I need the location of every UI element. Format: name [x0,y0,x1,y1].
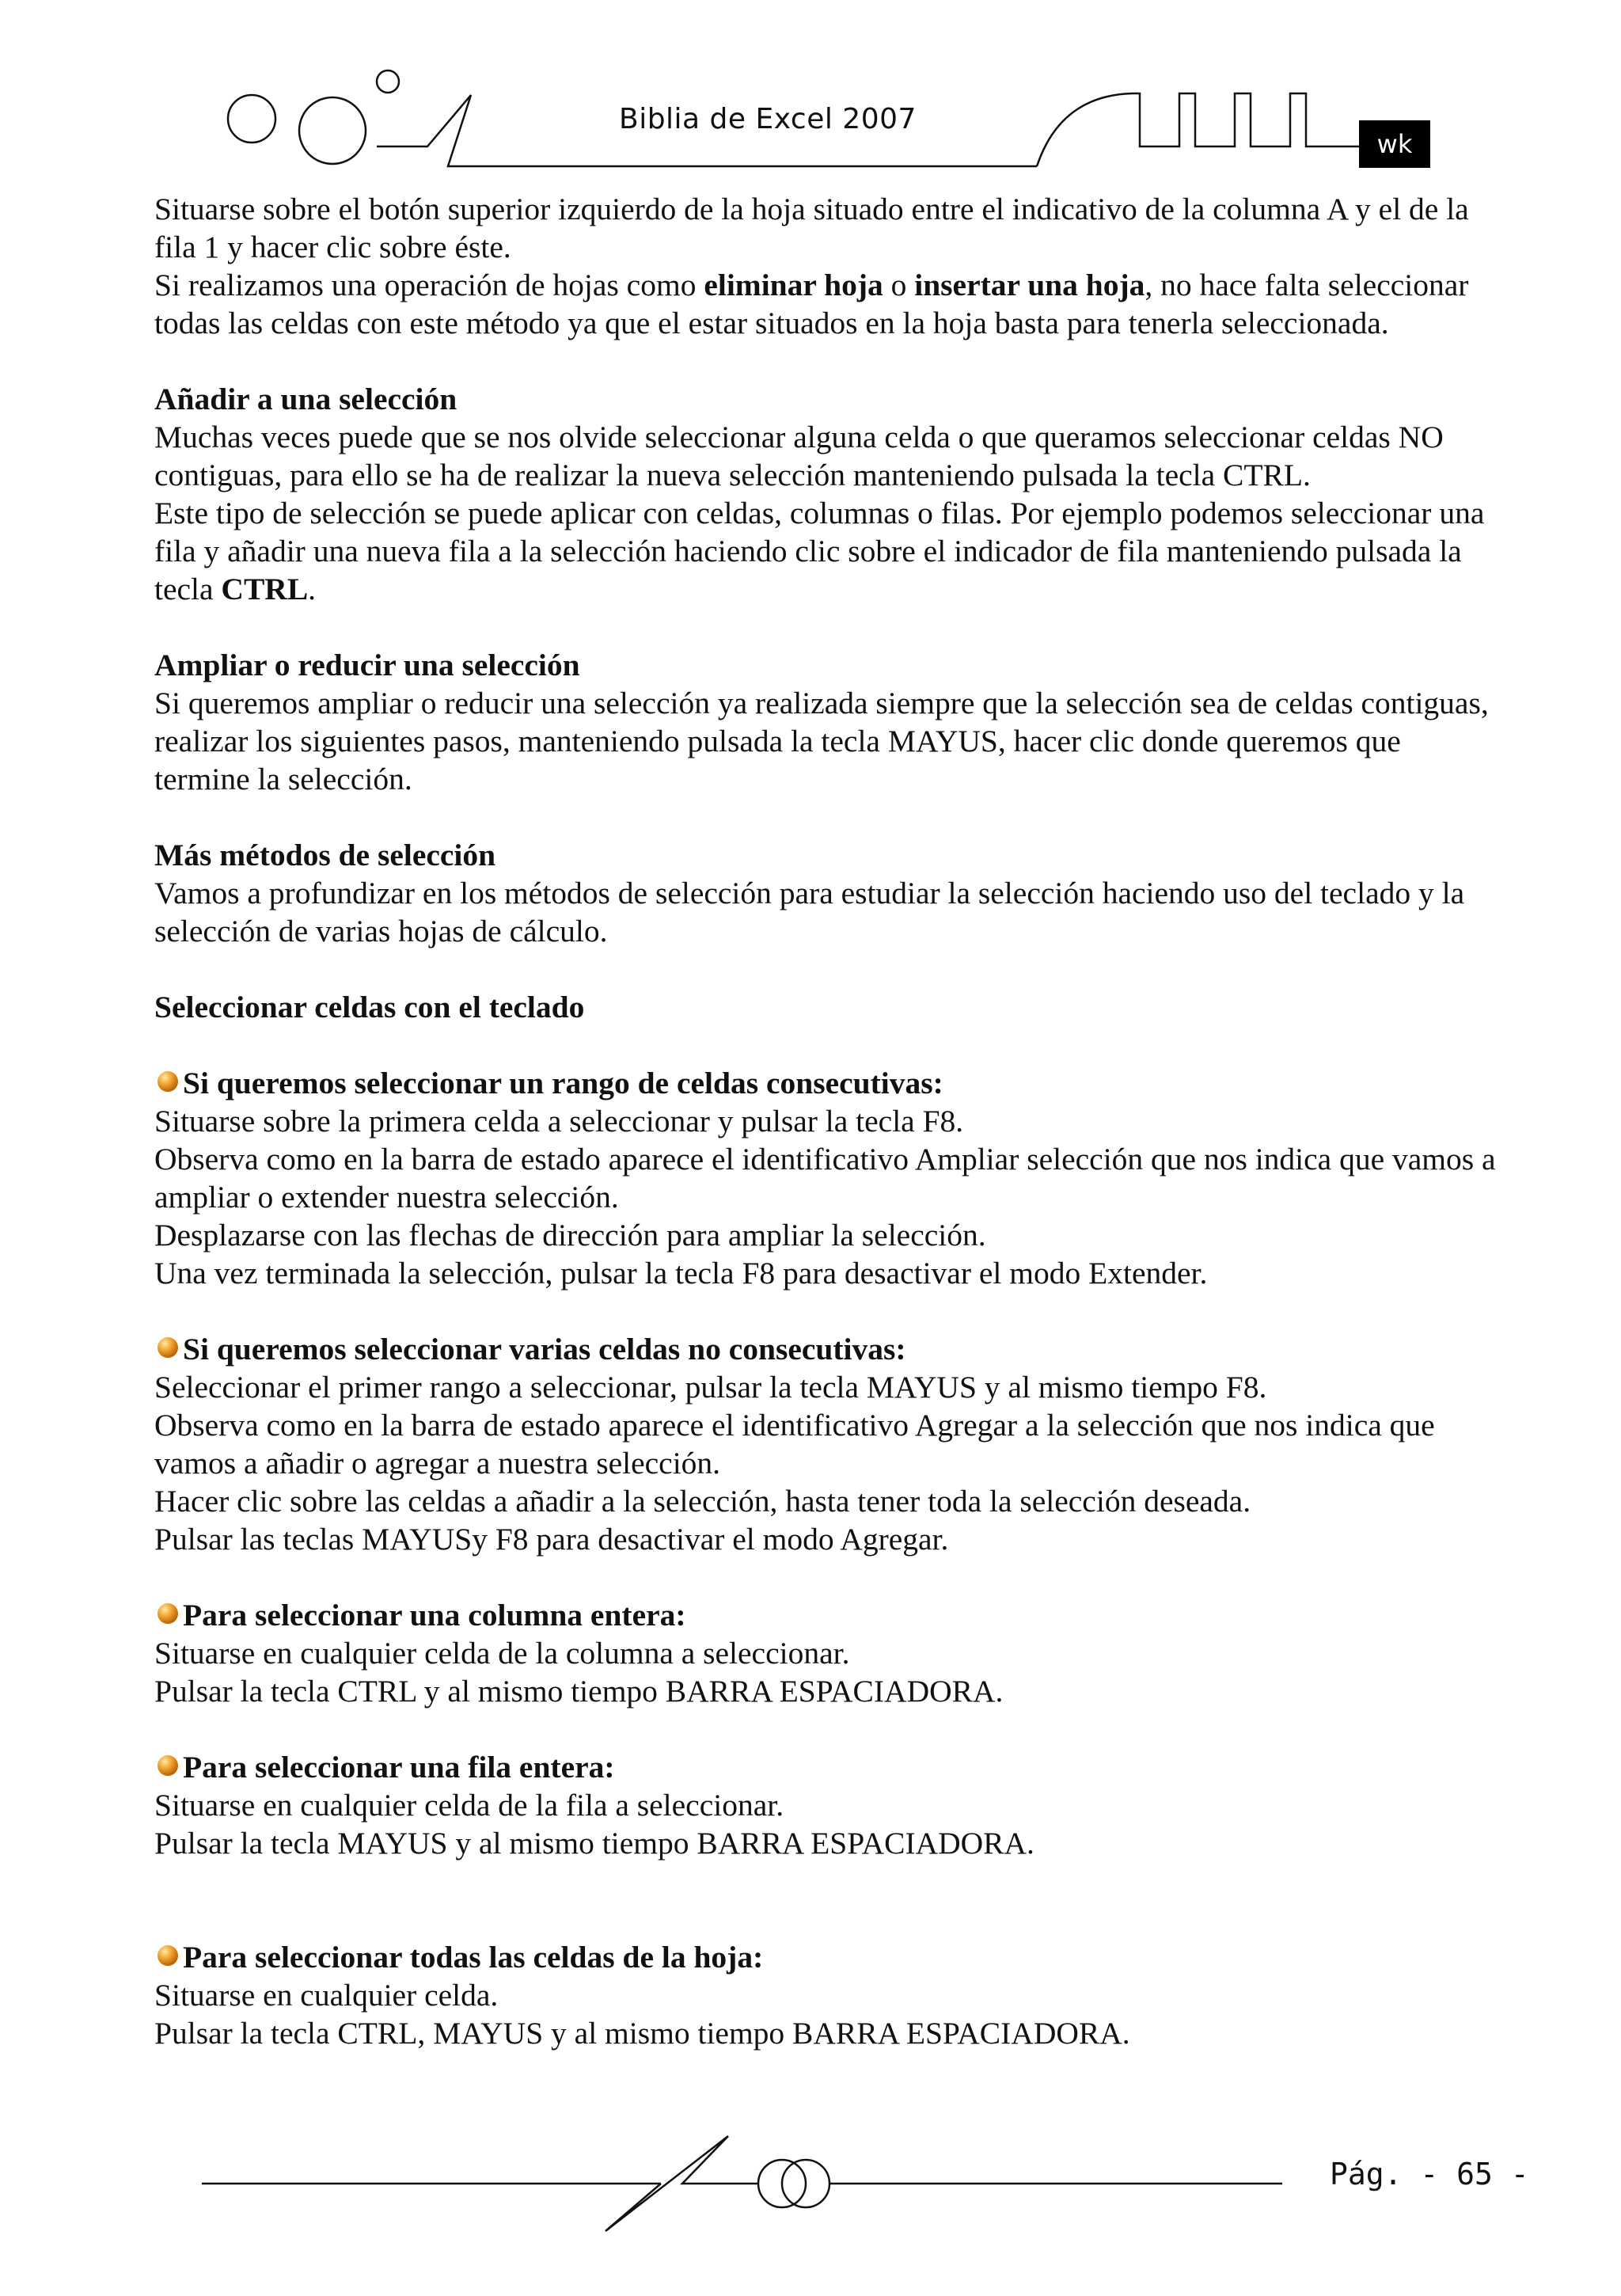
section-heading: Más métodos de selección [154,838,496,872]
page-body [154,190,1500,2052]
bold-term: insertar una hoja [914,268,1145,302]
paragraph: Hacer clic sobre las celdas a añadir a la selección, hasta tener toda la selección deseada. [154,1484,1251,1519]
paragraph: Una vez terminada la selección, pulsar la tecla F8 para desactivar el modo Extender. [154,1256,1208,1291]
header-badge: wk [1359,120,1430,168]
paragraph: Si queremos ampliar o reducir una selección ya realizada siempre que la selección sea de celdas contiguas, realizar los siguientes pasos, manteniendo pulsada la tecla MAYUS, hacer clic donde queremos que termine la selección. [154,686,1489,796]
header-arc-right [1037,93,1132,166]
section-heading: Seleccionar celdas con el teclado [154,990,585,1024]
bullet-heading: Para seleccionar una fila entera: [154,1748,1500,1786]
orange-orb-bullet-icon [158,1755,178,1776]
header-square-wave [1132,93,1359,146]
bullet-heading: Si queremos seleccionar varias celdas no consecutivas: [154,1330,1500,1368]
paragraph: Vamos a profundizar en los métodos de selección para estudiar la selección haciendo uso del teclado y la selección de varias hojas de cálculo. [154,876,1465,948]
paragraph: Pulsar la tecla CTRL, MAYUS y al mismo tiempo BARRA ESPACIADORA. [154,2016,1130,2051]
paragraph: Observa como en la barra de estado aparece el identificativo Ampliar selección que nos indica que vamos a ampliar o extender nuestra selección. [154,1142,1496,1215]
bullet-heading: Si queremos seleccionar un rango de celdas consecutivas: [154,1064,1500,1102]
orange-orb-bullet-icon [158,1945,178,1966]
paragraph: Situarse sobre el botón superior izquierdo de la hoja situado entre el indicativo de la columna A y el de la fila 1 y hacer clic sobre éste. [154,192,1469,264]
paragraph: Pulsar las teclas MAYUSy F8 para desactivar el modo Agregar. [154,1522,949,1557]
bold-term: eliminar hoja [704,268,883,302]
orange-orb-bullet-icon [158,1337,178,1358]
paragraph: Muchas veces puede que se nos olvide seleccionar alguna celda o que queramos seleccionar celdas NO contiguas, para ello se ha de realizar la nueva selección manteniendo pulsada la tecla CTRL. [154,420,1444,492]
paragraph: Observa como en la barra de estado aparece el identificativo Agregar a la selección que nos indica que vamos a añadir o agregar a nuestra selección. [154,1408,1435,1481]
paragraph: Pulsar la tecla MAYUS y al mismo tiempo BARRA ESPACIADORA. [154,1826,1034,1861]
paragraph: Situarse sobre la primera celda a seleccionar y pulsar la tecla F8. [154,1104,964,1138]
paragraph: Situarse en cualquier celda. [154,1978,499,2013]
header-title: Biblia de Excel 2007 [619,103,917,135]
paragraph: Situarse en cualquier celda de la fila a seleccionar. [154,1788,784,1823]
paragraph: Desplazarse con las flechas de dirección para ampliar la selección. [154,1218,986,1253]
bullet-heading: Para seleccionar todas las celdas de la hoja: [154,1938,1500,1976]
paragraph: Pulsar la tecla CTRL y al mismo tiempo BARRA ESPACIADORA. [154,1674,1004,1709]
paragraph: Este tipo de selección se puede aplicar con celdas, columnas o filas. Por ejemplo podemos seleccionar una fila y añadir una nueva fila a la selección haciendo clic sobre el indicador de fila manteniendo pulsada la tecla CTRL. [154,496,1485,606]
orange-orb-bullet-icon [158,1603,178,1624]
header-circle-large [299,97,366,164]
bullet-heading: Para seleccionar una columna entera: [154,1596,1500,1634]
page-number: Pág. - 65 - [1330,2157,1529,2191]
paragraph: Seleccionar el primer rango a seleccionar, pulsar la tecla MAYUS y al mismo tiempo F8. [154,1370,1267,1405]
header-circle-small [228,95,275,143]
section-heading: Ampliar o reducir una selección [154,648,580,682]
header-circle-dot [377,70,399,93]
paragraph: Si realizamos una operación de hojas como eliminar hoja o insertar una hoja, no hace falta seleccionar todas las celdas con este método ya que el estar situados en la hoja basta para tenerla seleccionada. [154,268,1469,340]
section-heading: Añadir a una selección [154,382,457,416]
paragraph: Situarse en cualquier celda de la columna a seleccionar. [154,1636,850,1671]
bold-term: CTRL [221,572,309,606]
orange-orb-bullet-icon [158,1071,178,1092]
